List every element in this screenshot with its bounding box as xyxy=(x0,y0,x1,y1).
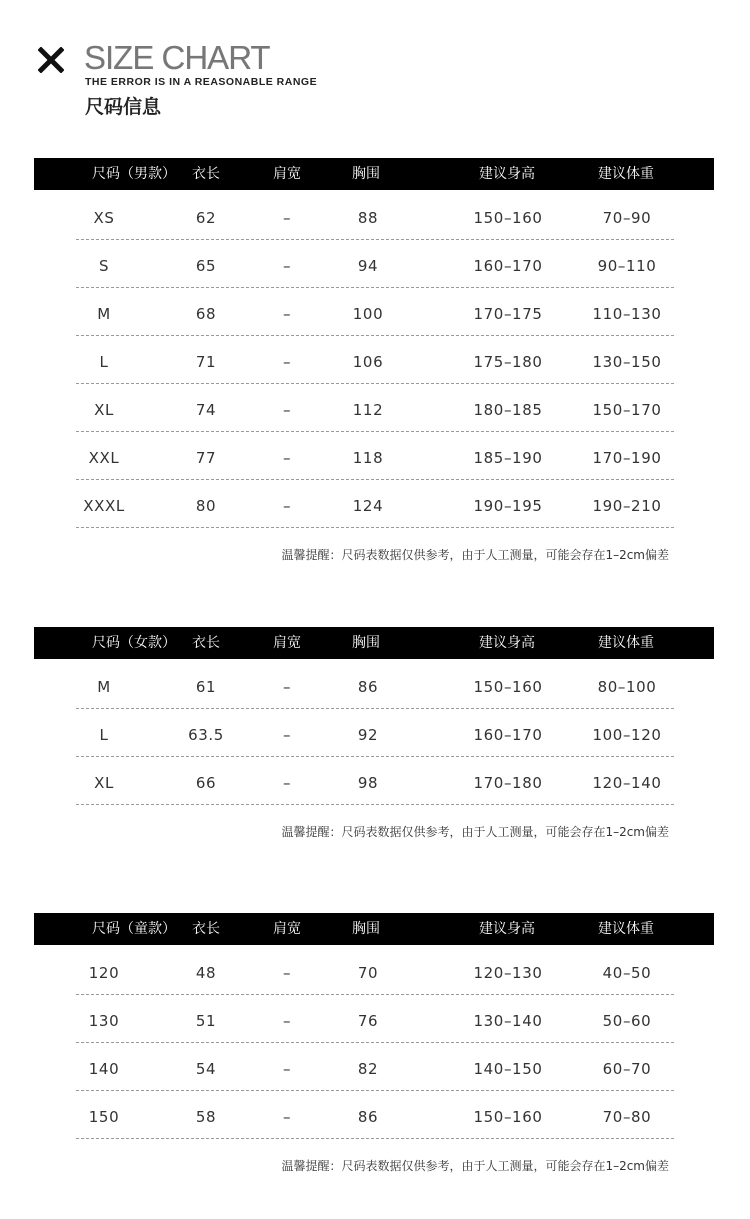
table-cell: 65 xyxy=(195,257,217,275)
table-row xyxy=(0,384,750,432)
table-cell: 76 xyxy=(357,1012,379,1030)
measurement-note: 温馨提醒：尺码表数据仅供参考，由于人工测量，可能会存在1–2cm偏差 xyxy=(281,1159,669,1173)
table-cell: 86 xyxy=(357,678,379,696)
table-row xyxy=(0,336,750,384)
measurement-note: 温馨提醒：尺码表数据仅供参考，由于人工测量，可能会存在1–2cm偏差 xyxy=(281,825,669,839)
size-info-heading: 尺码信息 xyxy=(85,96,162,118)
table-cell: – xyxy=(282,305,292,323)
table-row xyxy=(0,1043,750,1091)
table-cell: 63.5 xyxy=(188,726,224,744)
table-cell: 82 xyxy=(357,1060,379,1078)
table-cell: 170–190 xyxy=(592,449,662,467)
table-cell: – xyxy=(282,726,292,744)
table-cell: – xyxy=(282,774,292,792)
table-cell: 140–150 xyxy=(473,1060,543,1078)
table-cell: 70–90 xyxy=(602,209,652,227)
table-row xyxy=(0,995,750,1043)
row-divider xyxy=(76,527,674,528)
table-cell: 70–80 xyxy=(602,1108,652,1126)
table-cell: 66 xyxy=(195,774,217,792)
table-cell: 150–160 xyxy=(473,1108,543,1126)
table-row xyxy=(0,192,750,240)
table-cell: XL xyxy=(94,401,114,419)
header xyxy=(0,0,750,130)
table-cell: 150 xyxy=(88,1108,120,1126)
table-cell: – xyxy=(282,257,292,275)
column-header: 尺码（女款） xyxy=(92,635,176,651)
table-cell: XXXL xyxy=(83,497,125,515)
table-cell: 50–60 xyxy=(602,1012,652,1030)
table-cell: 68 xyxy=(195,305,217,323)
table-cell: 120–140 xyxy=(592,774,662,792)
table-header xyxy=(34,913,714,945)
column-header: 肩宽 xyxy=(273,635,301,651)
column-header: 衣长 xyxy=(192,635,220,651)
column-header: 建议体重 xyxy=(598,635,654,651)
table-row xyxy=(0,709,750,757)
table-cell: 110–130 xyxy=(592,305,662,323)
table-cell: 150–160 xyxy=(473,678,543,696)
table-cell: 180–185 xyxy=(473,401,543,419)
table-cell: – xyxy=(282,497,292,515)
table-cell: – xyxy=(282,678,292,696)
table-cell: – xyxy=(282,1012,292,1030)
table-cell: 88 xyxy=(357,209,379,227)
table-cell: – xyxy=(282,353,292,371)
measurement-note: 温馨提醒：尺码表数据仅供参考，由于人工测量，可能会存在1–2cm偏差 xyxy=(281,548,669,562)
table-cell: 190–210 xyxy=(592,497,662,515)
table-row xyxy=(0,947,750,995)
table-cell: 92 xyxy=(357,726,379,744)
table-cell: 90–110 xyxy=(597,257,657,275)
table-cell: 150–170 xyxy=(592,401,662,419)
column-header: 尺码（童款） xyxy=(92,921,176,937)
table-cell: M xyxy=(97,305,111,323)
column-header: 胸围 xyxy=(352,921,380,937)
table-cell: 118 xyxy=(352,449,384,467)
table-row xyxy=(0,432,750,480)
column-header: 衣长 xyxy=(192,166,220,182)
table-cell: XL xyxy=(94,774,114,792)
table-cell: 120–130 xyxy=(473,964,543,982)
column-header: 建议身高 xyxy=(479,635,535,651)
table-cell: 150–160 xyxy=(473,209,543,227)
table-cell: 98 xyxy=(357,774,379,792)
close-icon xyxy=(38,47,64,73)
column-header: 肩宽 xyxy=(273,166,301,182)
table-cell: 58 xyxy=(195,1108,217,1126)
table-cell: 60–70 xyxy=(602,1060,652,1078)
table-cell: M xyxy=(97,678,111,696)
column-header: 胸围 xyxy=(352,635,380,651)
table-cell: 77 xyxy=(195,449,217,467)
table-cell: – xyxy=(282,964,292,982)
table-cell: 74 xyxy=(195,401,217,419)
table-cell: 61 xyxy=(195,678,217,696)
table-cell: 112 xyxy=(352,401,384,419)
table-cell: 130 xyxy=(88,1012,120,1030)
table-cell: S xyxy=(98,257,110,275)
table-cell: 51 xyxy=(195,1012,217,1030)
table-cell: XXL xyxy=(88,449,120,467)
table-row xyxy=(0,288,750,336)
size-chart-subtitle: THE ERROR IS IN A REASONABLE RANGE xyxy=(85,76,318,88)
table-cell: XS xyxy=(93,209,115,227)
table-cell: 106 xyxy=(352,353,384,371)
table-cell: 160–170 xyxy=(473,257,543,275)
table-cell: 40–50 xyxy=(602,964,652,982)
column-header: 建议体重 xyxy=(598,921,654,937)
table-cell: 170–180 xyxy=(473,774,543,792)
table-cell: 140 xyxy=(88,1060,120,1078)
table-row xyxy=(0,1091,750,1139)
table-cell: L xyxy=(99,353,109,371)
table-cell: 100 xyxy=(352,305,384,323)
table-row xyxy=(0,240,750,288)
table-header xyxy=(34,158,714,190)
row-divider xyxy=(76,804,674,805)
column-header: 尺码（男款） xyxy=(92,166,176,182)
table-row xyxy=(0,661,750,709)
table-cell: 185–190 xyxy=(473,449,543,467)
column-header: 建议身高 xyxy=(479,921,535,937)
table-cell: 80 xyxy=(195,497,217,515)
table-header xyxy=(34,627,714,659)
table-cell: 120 xyxy=(88,964,120,982)
table-cell: – xyxy=(282,1108,292,1126)
table-cell: 124 xyxy=(352,497,384,515)
row-divider xyxy=(76,1138,674,1139)
table-cell: 130–140 xyxy=(473,1012,543,1030)
table-cell: 71 xyxy=(195,353,217,371)
table-cell: – xyxy=(282,1060,292,1078)
table-cell: 70 xyxy=(357,964,379,982)
table-cell: 175–180 xyxy=(473,353,543,371)
table-cell: – xyxy=(282,209,292,227)
table-cell: – xyxy=(282,449,292,467)
column-header: 肩宽 xyxy=(273,921,301,937)
table-cell: 190–195 xyxy=(473,497,543,515)
table-cell: 170–175 xyxy=(473,305,543,323)
column-header: 建议体重 xyxy=(598,166,654,182)
table-cell: 130–150 xyxy=(592,353,662,371)
column-header: 衣长 xyxy=(192,921,220,937)
table-cell: – xyxy=(282,401,292,419)
column-header: 建议身高 xyxy=(479,166,535,182)
table-cell: L xyxy=(99,726,109,744)
table-cell: 94 xyxy=(357,257,379,275)
table-cell: 62 xyxy=(195,209,217,227)
table-row xyxy=(0,480,750,528)
size-chart-title: SIZE CHART xyxy=(84,39,270,76)
table-cell: 160–170 xyxy=(473,726,543,744)
table-cell: 54 xyxy=(195,1060,217,1078)
column-header: 胸围 xyxy=(352,166,380,182)
table-cell: 100–120 xyxy=(592,726,662,744)
table-row xyxy=(0,757,750,805)
table-cell: 86 xyxy=(357,1108,379,1126)
table-cell: 80–100 xyxy=(597,678,657,696)
table-cell: 48 xyxy=(195,964,217,982)
